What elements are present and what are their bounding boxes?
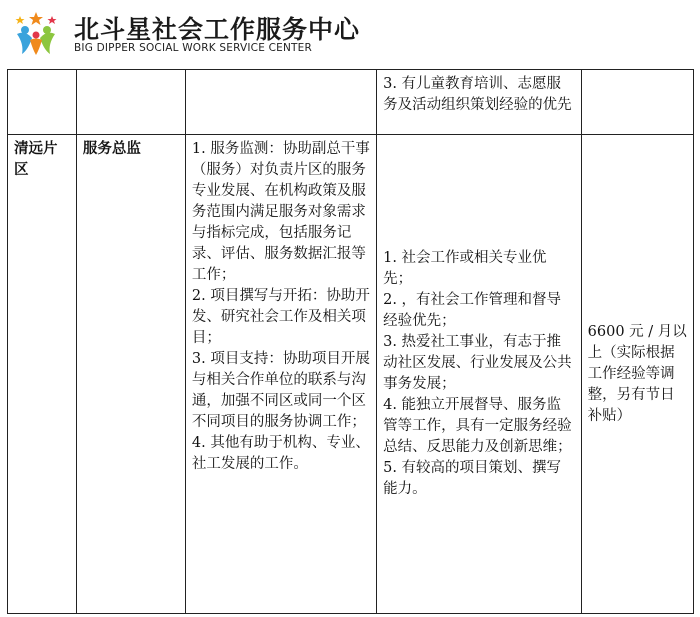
position-label: 服务总监 — [82, 141, 141, 157]
duty-item: 2. 项目撰写与开拓：协助开发、研究社会工作及相关项目； — [191, 288, 370, 346]
requirements-cell — [377, 135, 582, 614]
table-row — [8, 135, 694, 614]
requirement-item: 3. 热爱社工事业，有志于推动社区发展、行业发展及公共事务发展； — [383, 334, 572, 392]
duty-item: 1. 服务监测：协助副总干事（服务）对负责片区的服务专业发展、在机构政策及服务范围内满足服务对象需求与指标完成，包括服务记录、评估、服务数据汇报等工作； — [191, 141, 370, 283]
position-cell — [76, 70, 185, 135]
area-cell — [8, 70, 77, 135]
duty-item: 4. 其他有助于机构、专业、社工发展的工作。 — [191, 435, 370, 472]
requirements-cell — [377, 70, 582, 135]
area-label: 清远片区 — [14, 141, 58, 178]
area-cell — [8, 135, 77, 614]
brand-name-en: BIG DIPPER SOCIAL WORK SERVICE CENTER — [74, 42, 312, 54]
brand-name-cn: 北斗星社会工作服务中心 — [74, 15, 361, 44]
requirement-item: 3. 有儿童教育培训、志愿服务及活动组织策划经验的优先 — [383, 76, 572, 113]
requirement-item: 4. 能独立开展督导、服务监管等工作，具有一定服务经验总结、反思能力及创新思维； — [383, 397, 572, 455]
salary-text: 6600 元 / 月以上（实际根据工作经验等调整，另有节日补贴） — [587, 323, 687, 424]
job-table — [7, 69, 694, 614]
salary-cell — [581, 135, 693, 614]
salary-cell — [581, 70, 693, 135]
requirement-item: 2. ，有社会工作管理和督导经验优先； — [383, 292, 562, 329]
position-cell — [76, 135, 185, 614]
duties-cell — [185, 135, 376, 614]
duties-cell — [185, 70, 376, 135]
requirement-item: 1. 社会工作或相关专业优先； — [383, 250, 547, 287]
requirement-item: 5. 有较高的项目策划、撰写能力。 — [383, 460, 562, 497]
duty-item: 3. 项目支持：协助项目开展与相关合作单位的联系与沟通，加强不同区或同一个区不同项目的服务协调工作； — [191, 351, 370, 430]
table-row-continued — [8, 70, 694, 135]
big-dipper-logo-icon — [12, 10, 60, 56]
page-header — [12, 8, 692, 56]
